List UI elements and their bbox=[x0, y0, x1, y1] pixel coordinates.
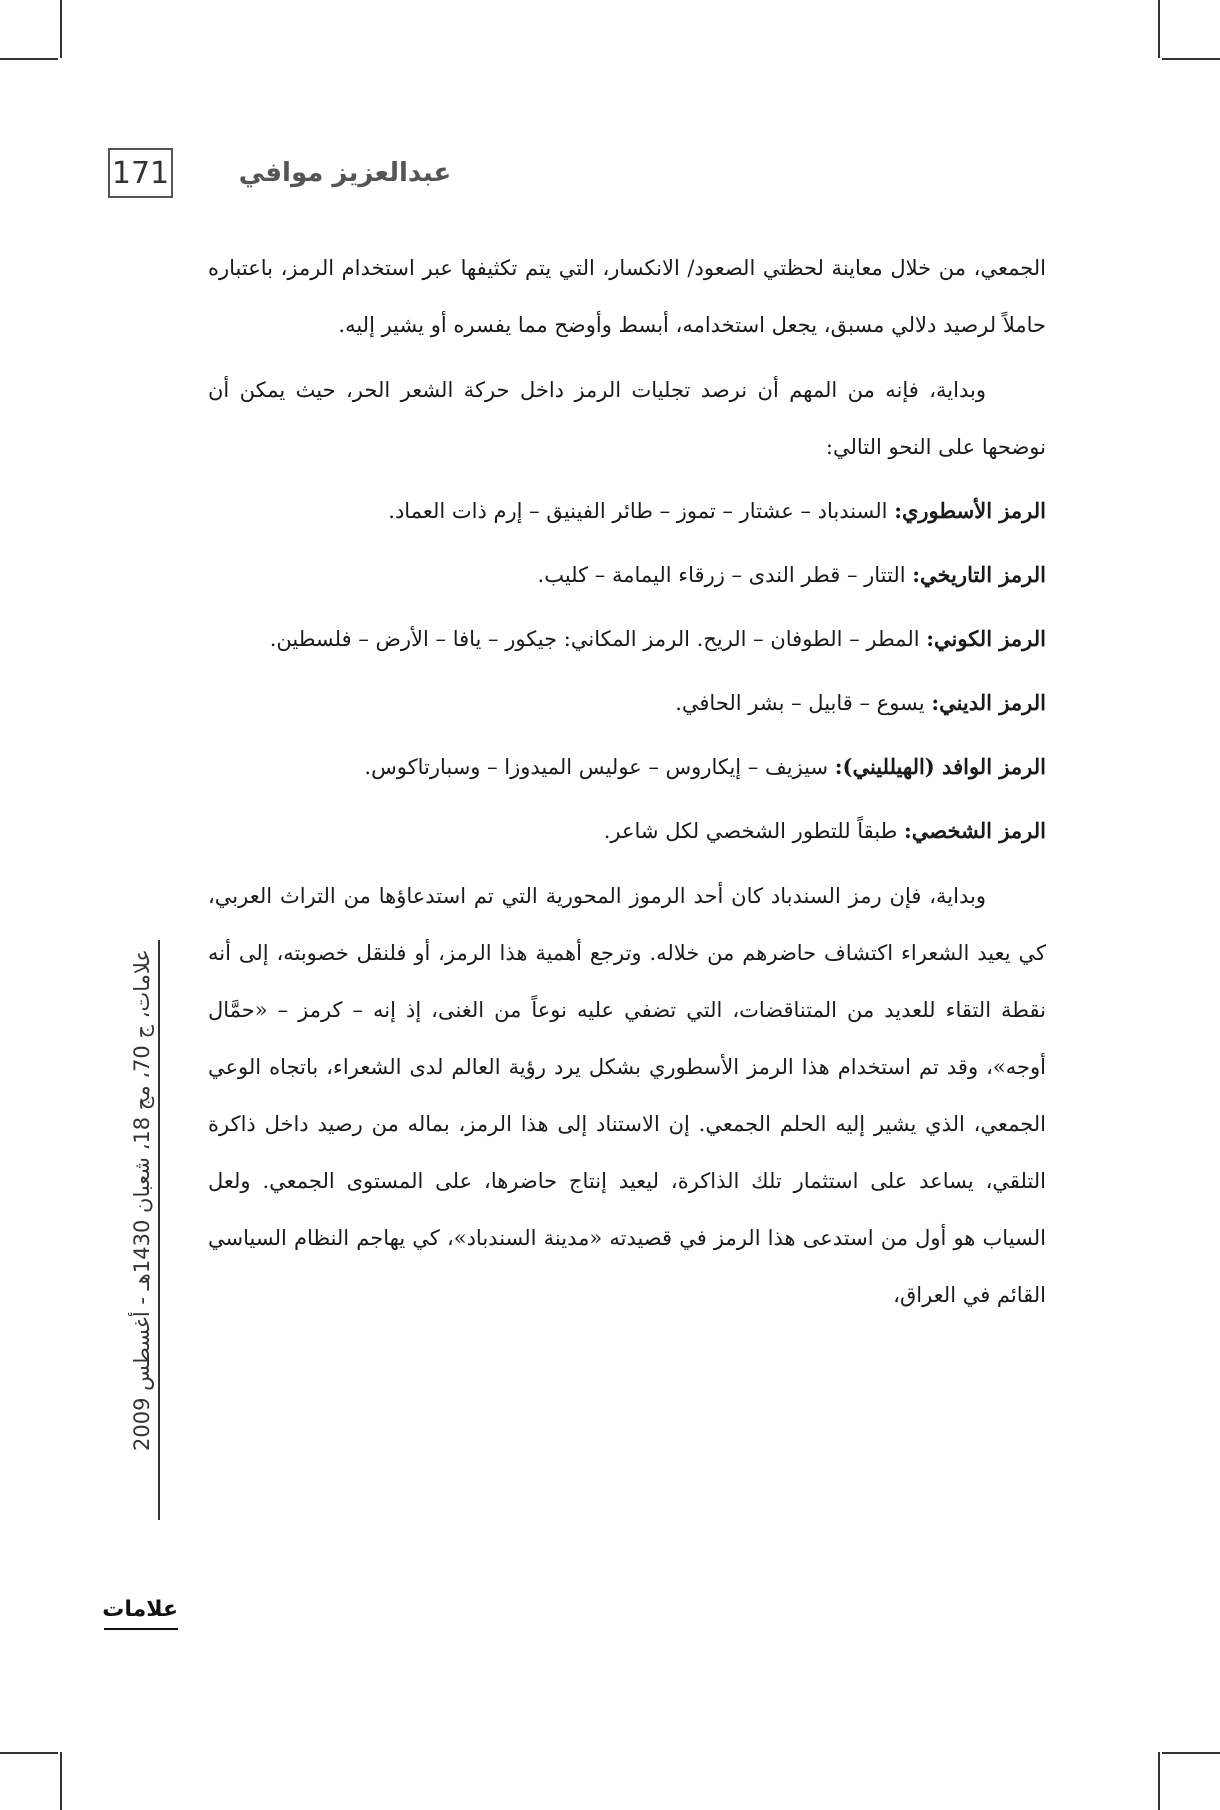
symbol-text: يسوع – قابيل – بشر الحافي. bbox=[675, 691, 925, 715]
symbol-text: سيزيف – إيكاروس – عوليس الميدوزا – وسبارتاكوس. bbox=[364, 755, 829, 779]
page-number: 171 bbox=[108, 148, 173, 198]
crop-mark bbox=[1162, 58, 1220, 60]
crop-mark bbox=[1158, 0, 1160, 58]
symbol-label: الرمز الأسطوري: bbox=[894, 498, 1046, 523]
symbol-text: طبقاً للتطور الشخصي لكل شاعر. bbox=[603, 819, 898, 843]
sidebar-divider bbox=[158, 940, 160, 1520]
symbol-item bbox=[208, 610, 1046, 668]
symbol-item bbox=[208, 674, 1046, 732]
paragraph-2: وبداية، فإن رمز السندباد كان أحد الرموز المحورية التي تم استدعاؤها من التراث العربي، كي يعيد الشعراء اكتشاف حاضرهم من خلاله. وترجع أهمية هذا الرمز، أو فلنقل خصوبته، إلى أنه نقطة التقاء للعديد من المتناقضات، التي تضفي عليه نوعاً من الغنى، إذ إنه – كرمز – «حمَّال أوجه»، وقد تم استخدام هذا الرمز الأسطوري بشكل يرد رؤية العالم لدى الشعراء، باتجاه الوعي الجمعي، الذي يشير إليه الحلم الجمعي. إن الاستناد إلى هذا الرمز، بماله من رصيد داخل ذاكرة التلقي، يساعد على استثمار تلك الذاكرة، ليعيد إنتاج حاضرها، على المستوى الجمعي. ولعل السياب هو أول من استدعى هذا الرمز في قصيدته «مدينة السندباد»، كي يهاجم النظام السياسي القائم في العراق، bbox=[208, 884, 1046, 1307]
symbol-label: الرمز التاريخي: bbox=[912, 562, 1046, 587]
symbol-item bbox=[208, 546, 1046, 604]
crop-mark bbox=[1162, 1752, 1220, 1754]
symbol-label: الرمز الوافد (الهيلليني): bbox=[834, 754, 1046, 779]
symbol-label: الرمز الشخصي: bbox=[904, 818, 1046, 843]
symbol-item bbox=[208, 738, 1046, 796]
symbol-item bbox=[208, 482, 1046, 540]
crop-mark bbox=[1158, 1752, 1160, 1810]
crop-mark bbox=[60, 0, 62, 58]
symbol-label: الرمز الديني: bbox=[931, 690, 1046, 715]
symbol-item bbox=[208, 802, 1046, 860]
symbol-label: الرمز الكوني: bbox=[926, 626, 1046, 651]
crop-mark bbox=[0, 1752, 58, 1754]
crop-mark bbox=[0, 58, 58, 60]
symbol-text: التتار – قطر الندى – زرقاء اليمامة – كليب. bbox=[537, 563, 906, 587]
paragraph-intro: الجمعي، من خلال معاينة لحظتي الصعود/ الانكسار، التي يتم تكثيفها عبر استخدام الرمز، باعتباره حاملاً لرصيد دلالي مسبق، يجعل استخدامه، أبسط وأوضح مما يفسره أو يشير إليه. bbox=[208, 256, 1046, 337]
journal-logo: علامات bbox=[104, 1592, 178, 1630]
journal-issue-info: علامات، ج 70، مج 18، شعبان 1430هـ - أغسطس 2009 bbox=[130, 949, 154, 1451]
symbol-text: المطر – الطوفان – الريح. الرمز المكاني: جيكور – يافا – الأرض – فلسطين. bbox=[269, 627, 920, 651]
symbol-text: السندباد – عشتار – تموز – طائر الفينيق – إرم ذات العماد. bbox=[388, 499, 888, 523]
running-head-author: عبدالعزيز موافي bbox=[238, 158, 452, 188]
crop-mark bbox=[60, 1752, 62, 1810]
article-body bbox=[208, 240, 1046, 1660]
paragraph-1: وبداية، فإنه من المهم أن نرصد تجليات الرمز داخل حركة الشعر الحر، حيث يمكن أن نوضحها على النحو التالي: bbox=[208, 378, 1046, 459]
